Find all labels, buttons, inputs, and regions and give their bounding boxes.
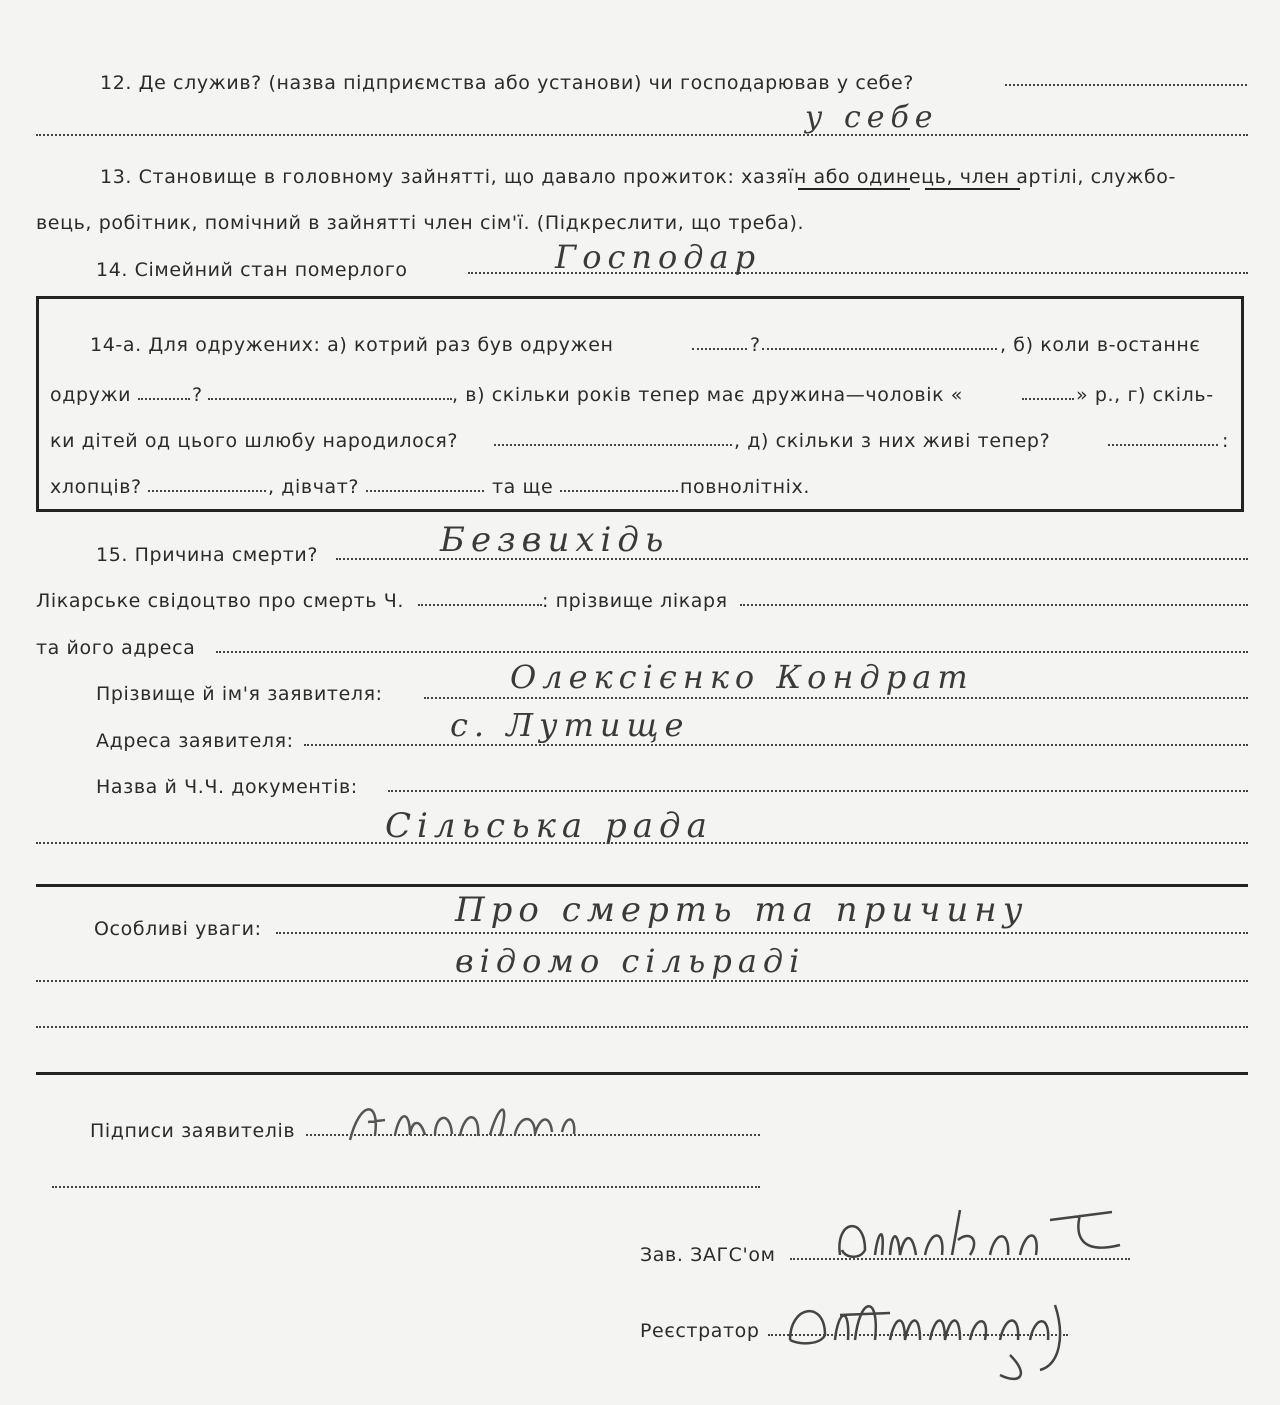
remarks-handwritten-1: Про смерть та причину bbox=[455, 890, 1029, 930]
q14a-line2-b: , в) скільки років тепер має дружина—чоловік « bbox=[452, 384, 964, 406]
remarks-line-3 bbox=[36, 1026, 1248, 1028]
q14a-line2-c: » р., г) скіль- bbox=[1076, 384, 1214, 406]
q14a-last-married-line2 bbox=[208, 398, 452, 400]
remarks-handwritten-2: відомо сільраді bbox=[455, 942, 806, 980]
applicant-signature-image bbox=[340, 1090, 590, 1160]
documents-label: Назва й Ч.Ч. документів: bbox=[96, 776, 358, 798]
applicants-signature-line-2 bbox=[52, 1186, 760, 1188]
applicants-signature-label: Підписи заявителів bbox=[90, 1120, 296, 1142]
q14a-times-married-line bbox=[692, 348, 747, 350]
underline-khazyain bbox=[798, 188, 910, 190]
q14a-line3-c: : bbox=[1222, 430, 1230, 452]
registrar-signature-image bbox=[780, 1275, 1110, 1385]
q14a-line1-part2: , б) коли в-останнє bbox=[1000, 334, 1201, 356]
q14a-line3-b: , д) скільки з них живі тепер? bbox=[734, 430, 1051, 452]
q12-handwritten-answer: у себе bbox=[805, 100, 939, 135]
q14a-children-alive-line bbox=[1108, 444, 1218, 446]
q14a-line1-part1: 14-а. Для одружених: а) котрий раз був одружен bbox=[90, 334, 614, 356]
q14a-spouse-age-line bbox=[1022, 398, 1074, 400]
underline-odynets bbox=[925, 188, 1020, 190]
doctor-address-label: та його адреса bbox=[36, 637, 196, 659]
question-13-line1: 13. Становище в головному зайнятті, що давало прожиток: хазяїн або одинець, член артілі, службо- bbox=[100, 166, 1176, 188]
remarks-line-2 bbox=[36, 980, 1248, 982]
applicant-address-handwritten: с. Лутище bbox=[450, 706, 690, 744]
registrar-label: Реєстратор bbox=[640, 1320, 760, 1342]
head-zags-label: Зав. ЗАГС'ом bbox=[640, 1244, 776, 1266]
q14a-line4-d: повнолітніх. bbox=[680, 476, 810, 498]
q14a-adults-line bbox=[560, 490, 678, 492]
section-divider-2 bbox=[36, 1072, 1248, 1075]
applicant-name-line bbox=[424, 697, 1248, 699]
question-12: 12. Де служив? (назва підприємства або установи) чи господарював у себе? bbox=[100, 72, 914, 94]
doctor-address-line bbox=[216, 651, 1248, 653]
q14a-q2-mark: ? bbox=[192, 384, 203, 406]
documents-line bbox=[388, 790, 1248, 792]
medical-certificate-number-line bbox=[418, 604, 542, 606]
q14a-line2-a: одружи bbox=[50, 384, 132, 406]
remarks-line-1 bbox=[276, 932, 1248, 934]
doctor-name-line bbox=[740, 604, 1248, 606]
q14-handwritten-answer: Господар bbox=[555, 238, 762, 276]
head-zags-signature-image bbox=[830, 1200, 1140, 1280]
medical-certificate-label: Лікарське свідоцтво про смерть Ч. bbox=[36, 590, 404, 612]
q12-answer-line bbox=[36, 134, 1248, 136]
q14a-times-married-line2 bbox=[762, 348, 997, 350]
remarks-label: Особливі уваги: bbox=[94, 918, 262, 940]
q14a-boys-line bbox=[148, 490, 266, 492]
applicant-name-handwritten: Олексієнко Кондрат bbox=[510, 658, 974, 696]
doctor-name-label: : прізвище лікаря bbox=[542, 590, 728, 612]
q14a-last-married-line bbox=[138, 398, 190, 400]
section-divider-1 bbox=[36, 884, 1248, 887]
q14a-line3-a: ки дітей од цього шлюбу народилося? bbox=[50, 430, 459, 452]
q14a-q1-mark: ? bbox=[750, 334, 761, 356]
question-13-line2: вець, робітник, помічний в зайнятті член сім'ї. (Підкреслити, що треба). bbox=[36, 212, 805, 234]
q14a-line4-c: та ще bbox=[492, 476, 554, 498]
applicant-address-label: Адреса заявителя: bbox=[96, 730, 294, 752]
q14a-line4-b: , дівчат? bbox=[268, 476, 360, 498]
q14a-line4-a: хлопців? bbox=[50, 476, 142, 498]
q14a-girls-line bbox=[366, 490, 484, 492]
question-14: 14. Сімейний стан померлого bbox=[96, 259, 408, 281]
applicant-address-line bbox=[304, 744, 1248, 746]
applicant-name-label: Прізвище й ім'я заявителя: bbox=[96, 683, 383, 705]
q12-fill-line bbox=[1005, 84, 1247, 86]
question-15: 15. Причина смерти? bbox=[96, 544, 319, 566]
q15-handwritten-answer: Безвихідь bbox=[440, 520, 670, 560]
documents-handwritten: Сільська рада bbox=[385, 806, 713, 846]
q14a-children-born-line bbox=[494, 444, 732, 446]
